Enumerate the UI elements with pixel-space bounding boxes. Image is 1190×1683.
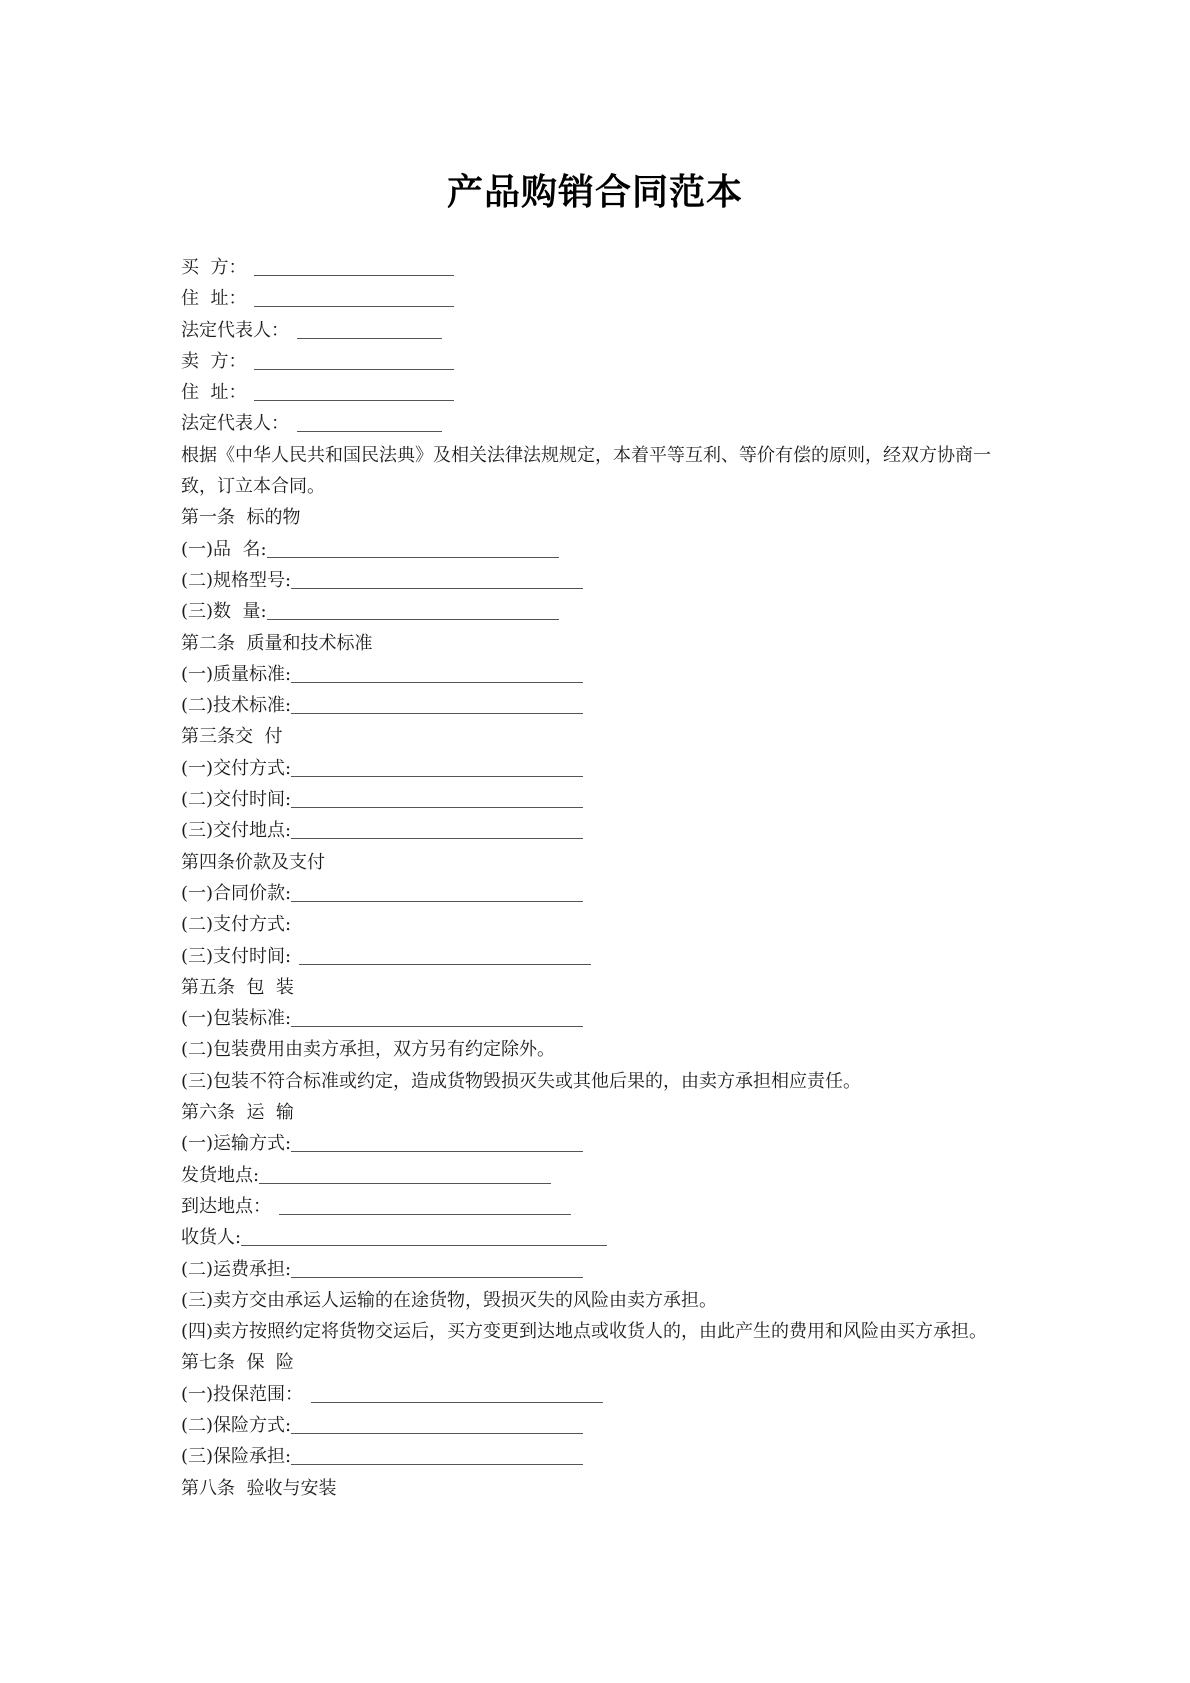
fill-in-blank[interactable] <box>267 601 559 620</box>
field-label: (二)运费承担: <box>181 1258 292 1280</box>
field-label: 到达地点： <box>181 1195 271 1217</box>
fill-in-blank[interactable] <box>291 664 583 683</box>
form-field-line <box>181 377 1021 408</box>
fill-in-blank[interactable] <box>254 257 454 276</box>
form-field-line <box>181 941 1021 972</box>
field-label: (一)包装标准: <box>181 1008 292 1030</box>
form-field-line <box>181 1254 1021 1285</box>
fill-in-blank[interactable] <box>254 382 454 401</box>
field-label: 发货地点: <box>181 1164 260 1186</box>
form-field-line <box>181 596 1021 627</box>
paragraph-line <box>181 972 1021 1003</box>
form-field-line <box>181 408 1021 439</box>
fill-in-blank[interactable] <box>291 758 583 777</box>
fill-in-blank[interactable] <box>291 883 583 902</box>
paragraph-text: (三)包装不符合标准或约定，造成货物毁损灭失或其他后果的，由卖方承担相应责任。 <box>181 1070 862 1092</box>
field-label: (三)支付时间: <box>181 945 292 967</box>
form-field-line <box>181 346 1021 377</box>
paragraph-text: 第四条价款及支付 <box>181 851 325 873</box>
form-field-line <box>181 1441 1021 1472</box>
field-label: (二)技术标准: <box>181 695 292 717</box>
paragraph-line <box>181 909 1021 940</box>
field-label: (三)保险承担: <box>181 1446 292 1468</box>
form-field-line <box>181 878 1021 909</box>
paragraph-line <box>181 847 1021 878</box>
fill-in-blank[interactable] <box>291 1415 583 1434</box>
form-field-line <box>181 753 1021 784</box>
field-label: 住 址： <box>181 288 247 310</box>
field-label: (二)交付时间: <box>181 789 292 811</box>
field-label: (一)合同价款: <box>181 882 292 904</box>
paragraph-line <box>181 440 1021 503</box>
fill-in-blank[interactable] <box>311 1384 603 1403</box>
fill-in-blank[interactable] <box>267 539 559 558</box>
paragraph-text: (二)包装费用由卖方承担，双方另有约定除外。 <box>181 1039 556 1061</box>
paragraph-line <box>181 1316 1021 1347</box>
field-label: (二)保险方式: <box>181 1414 292 1436</box>
fill-in-blank[interactable] <box>291 570 583 589</box>
paragraph-line <box>181 628 1021 659</box>
paragraph-line <box>181 1285 1021 1316</box>
paragraph-text: 第八条 验收与安装 <box>181 1477 337 1499</box>
field-label: (一)品 名: <box>181 538 267 560</box>
paragraph-text: 第六条 运 输 <box>181 1102 294 1124</box>
paragraph-line <box>181 1097 1021 1128</box>
paragraph-line <box>181 721 1021 752</box>
paragraph-line <box>181 1347 1021 1378</box>
paragraph-text: (四)卖方按照约定将货物交运后，买方变更到达地点或收货人的，由此产生的费用和风险由买方承担。 <box>181 1321 988 1343</box>
fill-in-blank[interactable] <box>291 1008 583 1027</box>
form-field-line <box>181 815 1021 846</box>
paragraph-line <box>181 1473 1021 1504</box>
form-field-line <box>181 534 1021 565</box>
fill-in-blank[interactable] <box>241 1227 607 1246</box>
fill-in-blank[interactable] <box>297 413 442 432</box>
fill-in-blank[interactable] <box>254 351 454 370</box>
field-label: 收货人: <box>181 1227 242 1249</box>
paragraph-line <box>181 1034 1021 1065</box>
form-field-line <box>181 1379 1021 1410</box>
form-field-line <box>181 1410 1021 1441</box>
form-field-line <box>181 1160 1021 1191</box>
form-field-line <box>181 1222 1021 1253</box>
fill-in-blank[interactable] <box>291 789 583 808</box>
fill-in-blank[interactable] <box>291 1446 583 1465</box>
field-label: (一)运输方式: <box>181 1133 292 1155</box>
paragraph-text: (二)支付方式: <box>181 914 292 936</box>
fill-in-blank[interactable] <box>291 695 583 714</box>
form-field-line <box>181 283 1021 314</box>
paragraph-line <box>181 1066 1021 1097</box>
field-label: 住 址： <box>181 382 247 404</box>
form-field-line <box>181 690 1021 721</box>
form-field-line <box>181 565 1021 596</box>
form-field-line <box>181 784 1021 815</box>
form-field-line <box>181 315 1021 346</box>
field-label: (三)交付地点: <box>181 820 292 842</box>
fill-in-blank[interactable] <box>291 1133 583 1152</box>
field-label: (一)交付方式: <box>181 757 292 779</box>
field-label: (一)质量标准: <box>181 663 292 685</box>
fill-in-blank[interactable] <box>291 820 583 839</box>
paragraph-line <box>181 502 1021 533</box>
fill-in-blank[interactable] <box>259 1165 551 1184</box>
fill-in-blank[interactable] <box>299 946 591 965</box>
fill-in-blank[interactable] <box>254 288 454 307</box>
paragraph-text: 第二条 质量和技术标准 <box>181 632 373 654</box>
field-label: (二)规格型号: <box>181 569 292 591</box>
field-label: 法定代表人： <box>181 413 289 435</box>
paragraph-text: 第五条 包 装 <box>181 976 294 998</box>
paragraph-text: 第三条交 付 <box>181 726 283 748</box>
fill-in-blank[interactable] <box>291 1259 583 1278</box>
field-label: 买 方： <box>181 257 247 278</box>
paragraph-text: (三)卖方交由承运人运输的在途货物，毁损灭失的风险由卖方承担。 <box>181 1289 718 1311</box>
form-field-line <box>181 1128 1021 1159</box>
paragraph-text: 第一条 标的物 <box>181 507 301 529</box>
paragraph-text: 第七条 保 险 <box>181 1352 294 1374</box>
field-label: 法定代表人： <box>181 319 289 341</box>
contract-body <box>181 252 1021 1504</box>
fill-in-blank[interactable] <box>297 320 442 339</box>
form-field-line <box>181 659 1021 690</box>
form-field-line <box>181 1003 1021 1034</box>
form-field-line <box>181 1191 1021 1222</box>
field-label: (三)数 量: <box>181 601 267 623</box>
field-label: (一)投保范围： <box>181 1383 304 1405</box>
field-label: 卖 方： <box>181 350 247 372</box>
form-field-line <box>181 252 1021 283</box>
fill-in-blank[interactable] <box>279 1196 571 1215</box>
paragraph-text: 根据《中华人民共和国民法典》及相关法律法规规定，本着平等互利、等价有偿的原则，经双方协商一致，订立本合同。 <box>181 444 991 498</box>
page-title: 产品购销合同范本 <box>446 171 743 213</box>
